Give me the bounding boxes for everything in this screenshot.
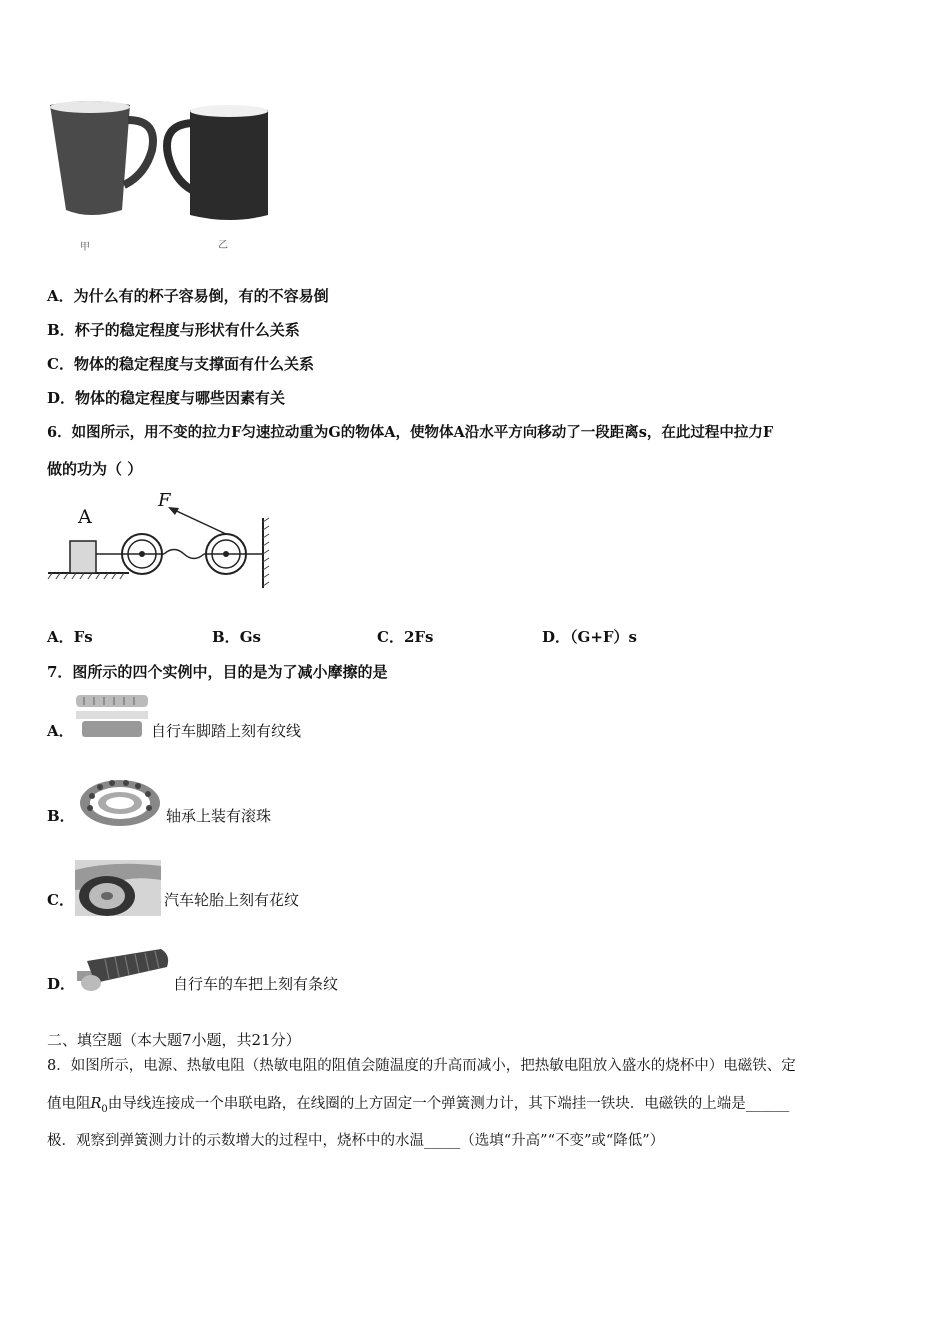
q7-option-c-text: 汽车轮胎上刻有花纹 [164, 891, 300, 909]
q7-option-b-text: 轴承上装有滚珠 [166, 807, 272, 825]
q6-option-b: B．Gs [212, 628, 261, 646]
q6-option-a: A．Fs [47, 628, 93, 646]
tire-icon [75, 860, 161, 916]
q5-option-c: C．物体的稳定程度与支撑面有什么关系 [47, 355, 314, 373]
q7-option-a-label: A． [47, 722, 74, 740]
q7-option-d-label: D． [47, 975, 76, 993]
label-f: F [158, 490, 171, 511]
tire-image [75, 860, 161, 916]
q6-stem-line2: 做的功为（ ） [47, 460, 143, 478]
pulley-figure [44, 490, 274, 595]
q7-option-a-text: 自行车脚踏上刻有纹线 [151, 722, 302, 740]
cups-figure [40, 95, 280, 255]
pedal-image [74, 693, 150, 741]
bearing-image [76, 778, 164, 828]
q7-option-b-label: B． [47, 807, 75, 825]
q8-line2: 值电阻$R_0$由导线连接成一个串联电路，在线圈的上方固定一个弹簧测力计，其下端挂一铁块．电磁铁的上端是______ [47, 1096, 790, 1115]
section-heading: 二、填空题（本大题7小题，共21分） [47, 1031, 301, 1049]
q5-option-b: B．杯子的稳定程度与形状有什么关系 [47, 321, 300, 339]
bearing-icon [76, 778, 164, 828]
r0-symbol: R [90, 1096, 102, 1112]
q7-option-c-label: C． [47, 891, 74, 909]
q7-stem: 7．图所示的四个实例中，目的是为了减小摩擦的是 [47, 663, 388, 681]
label-a: A [78, 506, 92, 528]
cups-illustration [40, 95, 280, 255]
fig-caption-jia: 甲 [80, 242, 90, 253]
fig-caption-yi: 乙 [218, 240, 228, 251]
q8-line1: 8．如图所示，电源、热敏电阻（热敏电阻的阻值会随温度的升高而减小，把热敏电阻放入盛水的烧杯中）电磁铁、定 [47, 1058, 796, 1074]
q8-line3: 极．观察到弹簧测力计的示数增大的过程中，烧杯中的水温_____（选填“升高”“不变”或“降低”） [47, 1133, 665, 1149]
q5-option-a: A．为什么有的杯子容易倒，有的不容易倒 [47, 287, 329, 305]
q6-option-c: C．2Fs [377, 628, 434, 646]
q5-option-d: D．物体的稳定程度与哪些因素有关 [47, 389, 286, 407]
q6-option-d: D．（G+F）s [542, 628, 637, 646]
handlebar-icon [77, 945, 171, 993]
handlebar-image [77, 945, 171, 993]
pedal-icon [74, 693, 150, 741]
q7-option-d-text: 自行车的车把上刻有条纹 [173, 975, 339, 993]
q6-stem-line1: 6．如图所示，用不变的拉力F匀速拉动重为G的物体A，使物体A沿水平方向移动了一段距离s，在此过程中拉力F [47, 424, 774, 441]
